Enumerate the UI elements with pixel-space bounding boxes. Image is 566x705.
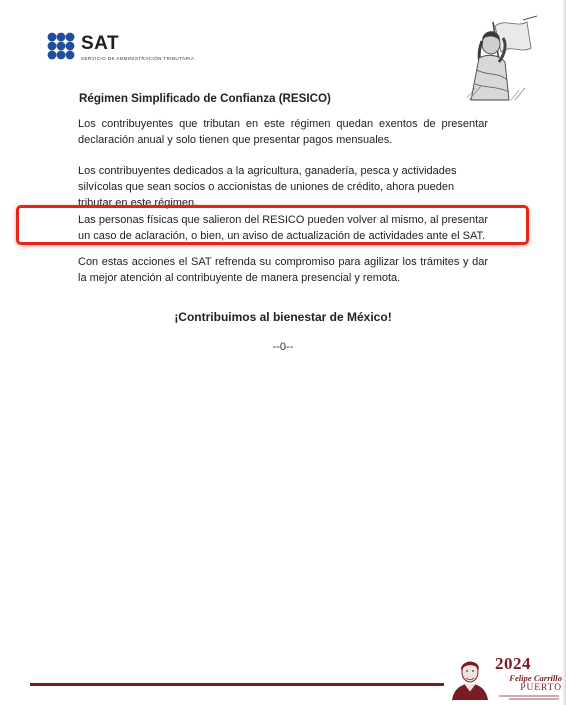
highlight-annotation-box (16, 205, 529, 245)
closing-line: ¡Contribuimos al bienestar de México! (174, 310, 392, 324)
sat-dots-icon (47, 32, 75, 60)
paragraph-commitment: Con estas acciones el SAT refrenda su compromiso para agilizar los trámites y dar la mejor atención al contribuyente de manera presencial y remota. (78, 256, 488, 285)
paragraph-agriculture: Los contribuyentes dedicados a la agricultura, ganadería, pesca y actividades silvícolas que sean socios o accionistas de uniones de crédito, ahora pueden tributar en este régimen. (78, 165, 457, 210)
document-title: Régimen Simplificado de Confianza (RESICO) (79, 92, 331, 105)
paragraph-exemption: Los contribuyentes que tributan en este régimen quedan exentos de presentar declaración anual y solo tienen que presentar pagos mensuales. (78, 118, 488, 147)
end-mark: --0-- (272, 341, 294, 353)
footer-town: PUERTO (520, 683, 562, 693)
footer-name: Felipe Carrillo (509, 673, 562, 683)
footer-divider (30, 683, 444, 686)
logo-subtitle: SERVICIO DE ADMINISTRACIÓN TRIBUTARIA (81, 56, 195, 61)
footer-fine-print-lines (493, 694, 561, 702)
footer-year: 2024 (495, 654, 531, 673)
paragraph-return: Las personas físicas que salieron del RESICO pueden volver al mismo, al presentar un caso de aclaración, o bien, un aviso de actualización de actividades ante el SAT. (78, 214, 488, 243)
sat-logo (47, 32, 197, 66)
logo-text: SAT (81, 33, 120, 54)
heritage-figure-icon (465, 14, 541, 102)
